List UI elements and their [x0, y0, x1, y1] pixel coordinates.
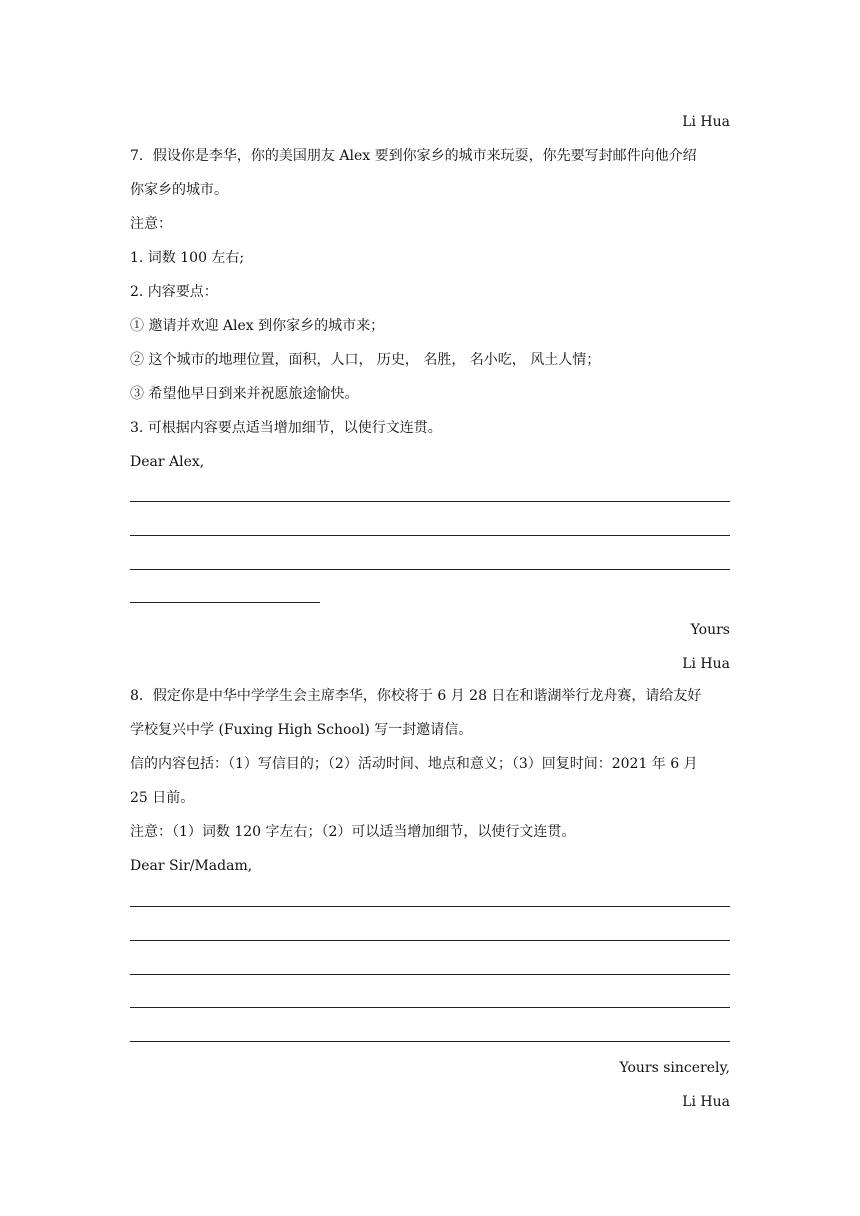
q8-closing: Yours sincerely,	[619, 1060, 730, 1076]
q7-answer-line	[130, 501, 730, 502]
q8-answer-line	[130, 906, 730, 907]
q8-answer-line	[130, 1007, 730, 1008]
top-signature: Li Hua	[682, 114, 730, 130]
q7-requirement-1: 1. 词数 100 左右;	[130, 250, 245, 266]
q7-note-title: 注意：	[130, 216, 172, 232]
q7-answer-line	[130, 569, 730, 570]
q7-answer-line	[130, 535, 730, 536]
q7-signature: Li Hua	[682, 656, 730, 672]
q8-note: 注意：（1）词数 120 字左右；（2）可以适当增加细节，以使行文连贯。	[130, 824, 576, 840]
q7-point-1: ① 邀请并欢迎 Alex 到你家乡的城市来；	[130, 318, 385, 334]
q7-closing: Yours	[690, 622, 730, 638]
q7-point-2: ② 这个城市的地理位置，面积，人口， 历史， 名胜， 名小吃， 风土人情；	[130, 352, 601, 368]
q7-greeting: Dear Alex,	[130, 454, 205, 470]
q8-content-line-2: 25 日前。	[130, 790, 195, 806]
q8-content-line-1: 信的内容包括：（1）写信目的；（2）活动时间、地点和意义；（3）回复时间：2021 年 6 月	[130, 756, 698, 772]
q8-prompt-line-2: 学校复兴中学 (Fuxing High School) 写一封邀请信。	[130, 722, 473, 738]
q8-answer-line	[130, 940, 730, 941]
q7-point-3: ③ 希望他早日到来并祝愿旅途愉快。	[130, 386, 359, 402]
q7-answer-line-short	[130, 602, 320, 603]
q8-answer-line	[130, 974, 730, 975]
q7-requirement-3: 3. 可根据内容要点适当增加细节，以使行文连贯。	[130, 420, 442, 436]
q7-prompt-line-2: 你家乡的城市。	[130, 182, 228, 198]
q8-prompt-line-1: 8．假定你是中华中学学生会主席李华，你校将于 6 月 28 日在和谐湖举行龙舟赛，请给友好	[130, 688, 702, 704]
q8-answer-line	[130, 1041, 730, 1042]
q7-requirement-2: 2. 内容要点：	[130, 284, 218, 300]
q8-signature: Li Hua	[682, 1094, 730, 1110]
q8-greeting: Dear Sir/Madam,	[130, 858, 253, 874]
q7-prompt-line-1: 7．假设你是李华，你的美国朋友 Alex 要到你家乡的城市来玩耍，你先要写封邮件向他介绍	[130, 148, 697, 164]
